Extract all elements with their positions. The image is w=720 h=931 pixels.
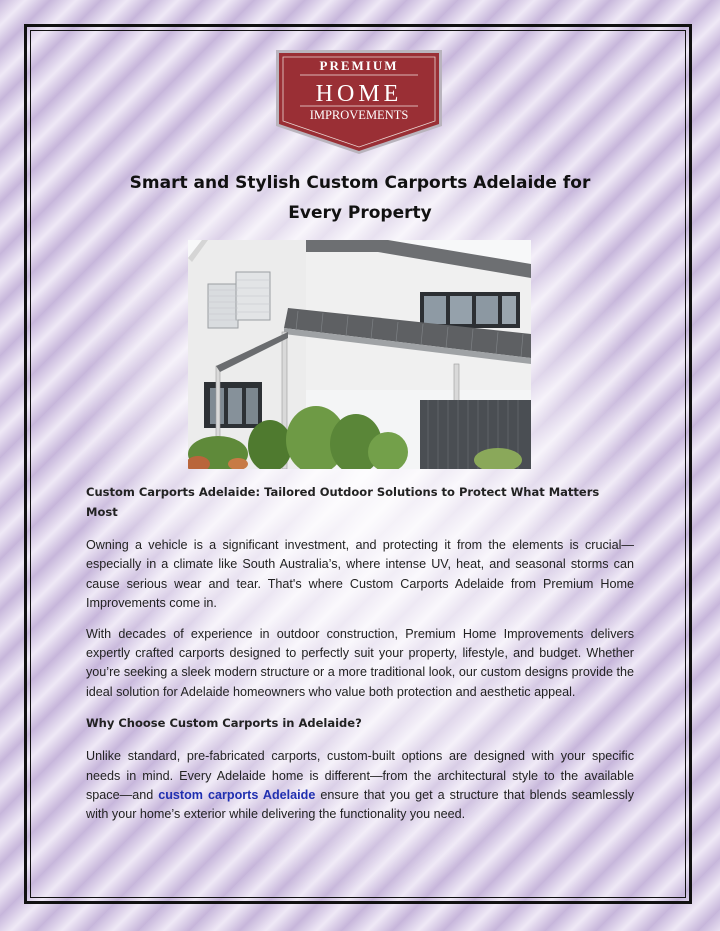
section-heading-why-choose: Why Choose Custom Carports in Adelaide? xyxy=(86,716,362,731)
paragraph-intro: Owning a vehicle is a significant investment, and protecting it from the elements is crucial—especially in a climate like South Australia’s, where intense UV, heat, and seasonal storms can cause serious wear and tear. That's where Custom Carports Adelaide from Premium Home Improvements come in. xyxy=(86,538,634,611)
logo-line-improvements: IMPROVEMENTS xyxy=(309,108,409,122)
paragraph-why-choose-after: ensure that you get a structure that blends seamlessly with your home’s exterior while delivering the functionality you need. xyxy=(86,788,634,822)
logo-line-premium: PREMIUM xyxy=(319,58,399,73)
logo-line-home: HOME xyxy=(315,81,403,107)
carport-photo xyxy=(188,240,531,469)
section-heading-tailored: Custom Carports Adelaide: Tailored Outdoor Solutions to Protect What Matters Most xyxy=(86,485,600,519)
paragraph-why-choose xyxy=(86,747,634,825)
custom-carports-adelaide-link[interactable]: custom carports Adelaide xyxy=(158,788,316,803)
paragraph-experience: With decades of experience in outdoor construction, Premium Home Improvements delivers expertly crafted carports designed to perfectly suit your property, lifestyle, and budget. Whether you’re seeking a sleek modern structure or a more traditional look, our custom designs provide the ideal solution for Adelaide homeowners who value both protection and aesthetic appeal. xyxy=(86,626,634,699)
premium-home-improvements-logo xyxy=(276,50,442,154)
article-content xyxy=(86,482,634,836)
page-title: Smart and Stylish Custom Carports Adelaide for Every Property xyxy=(129,173,591,223)
paragraph-why-choose-before: Unlike standard, pre-fabricated carports, custom-built options are designed with your specific needs in mind. Every Adelaide home is different—from the architectural style to the available space—and xyxy=(86,749,634,803)
